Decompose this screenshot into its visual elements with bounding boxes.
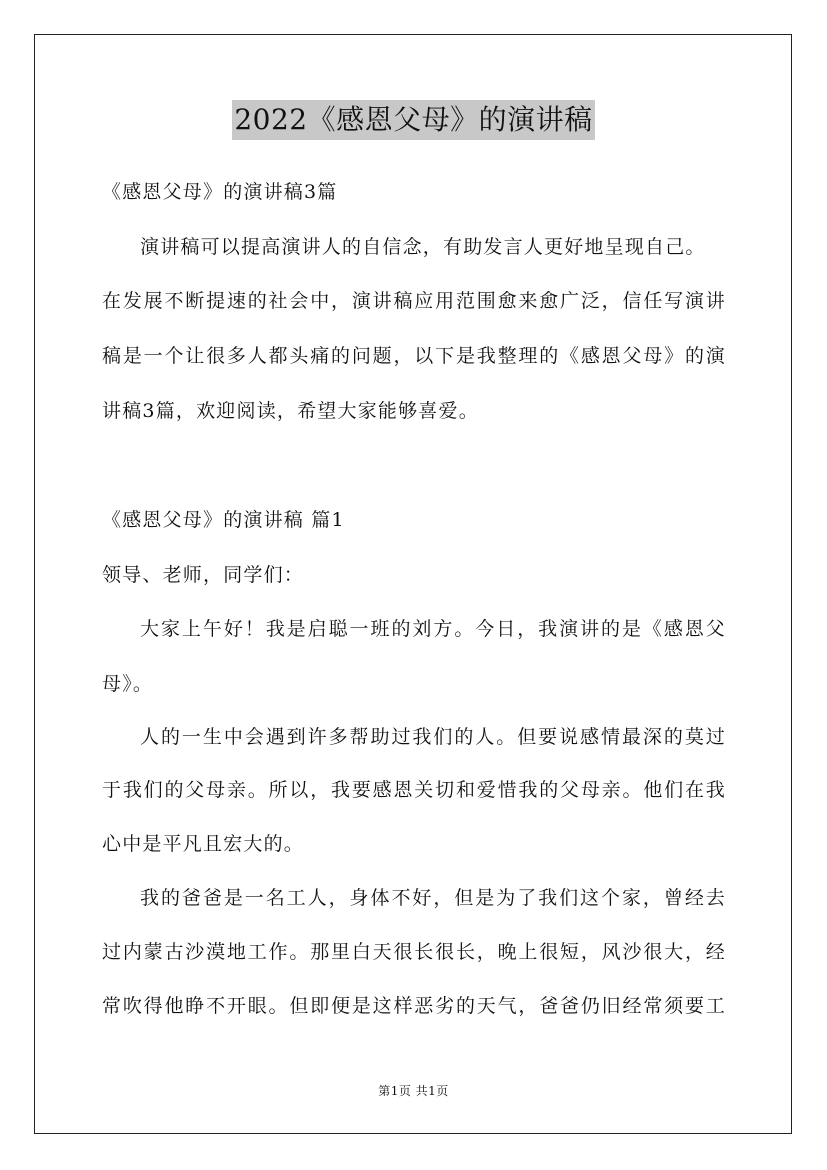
body-line-6: 我的爸爸是一名工人，身体不好，但是为了我们这个家，曾经去: [140, 887, 726, 909]
intro-line-2: 在发展不断提速的社会中，演讲稿应用范围愈来愈广泛，信任写演讲: [102, 290, 726, 312]
document-title: 2022《感恩父母》的演讲稿: [232, 100, 594, 140]
body-line-2: 母》。: [102, 673, 154, 695]
page-number-footer: 第1页 共1页: [378, 1084, 449, 1098]
body-line-7: 过内蒙古沙漠地工作。那里白天很长很长，晚上很短，风沙很大，经: [102, 941, 726, 963]
intro-line-1: 演讲稿可以提高演讲人的自信念，有助发言人更好地呈现自己。: [140, 236, 706, 258]
salutation: 领导、老师，同学们：: [102, 564, 305, 586]
title-container: [0, 100, 827, 140]
body-line-1: 大家上午好！我是启聪一班的刘方。今日，我演讲的是《感恩父: [140, 618, 726, 640]
body-line-5: 心中是平凡且宏大的。: [102, 833, 305, 855]
intro-line-3: 稿是一个让很多人都头痛的问题，以下是我整理的《感恩父母》的演: [102, 345, 726, 367]
intro-line-4: 讲稿3篇，欢迎阅读，希望大家能够喜爱。: [102, 400, 479, 422]
body-line-8: 常吹得他睁不开眼。但即便是这样恶劣的天气，爸爸仍旧经常须要工: [102, 995, 726, 1017]
document-subtitle: 《感恩父母》的演讲稿3篇: [102, 181, 338, 203]
body-line-4: 于我们的父母亲。所以，我要感恩关切和爱惜我的父母亲。他们在我: [102, 779, 726, 801]
body-line-3: 人的一生中会遇到许多帮助过我们的人。但要说感情最深的莫过: [140, 726, 726, 748]
section-heading: 《感恩父母》的演讲稿 篇1: [102, 509, 345, 531]
